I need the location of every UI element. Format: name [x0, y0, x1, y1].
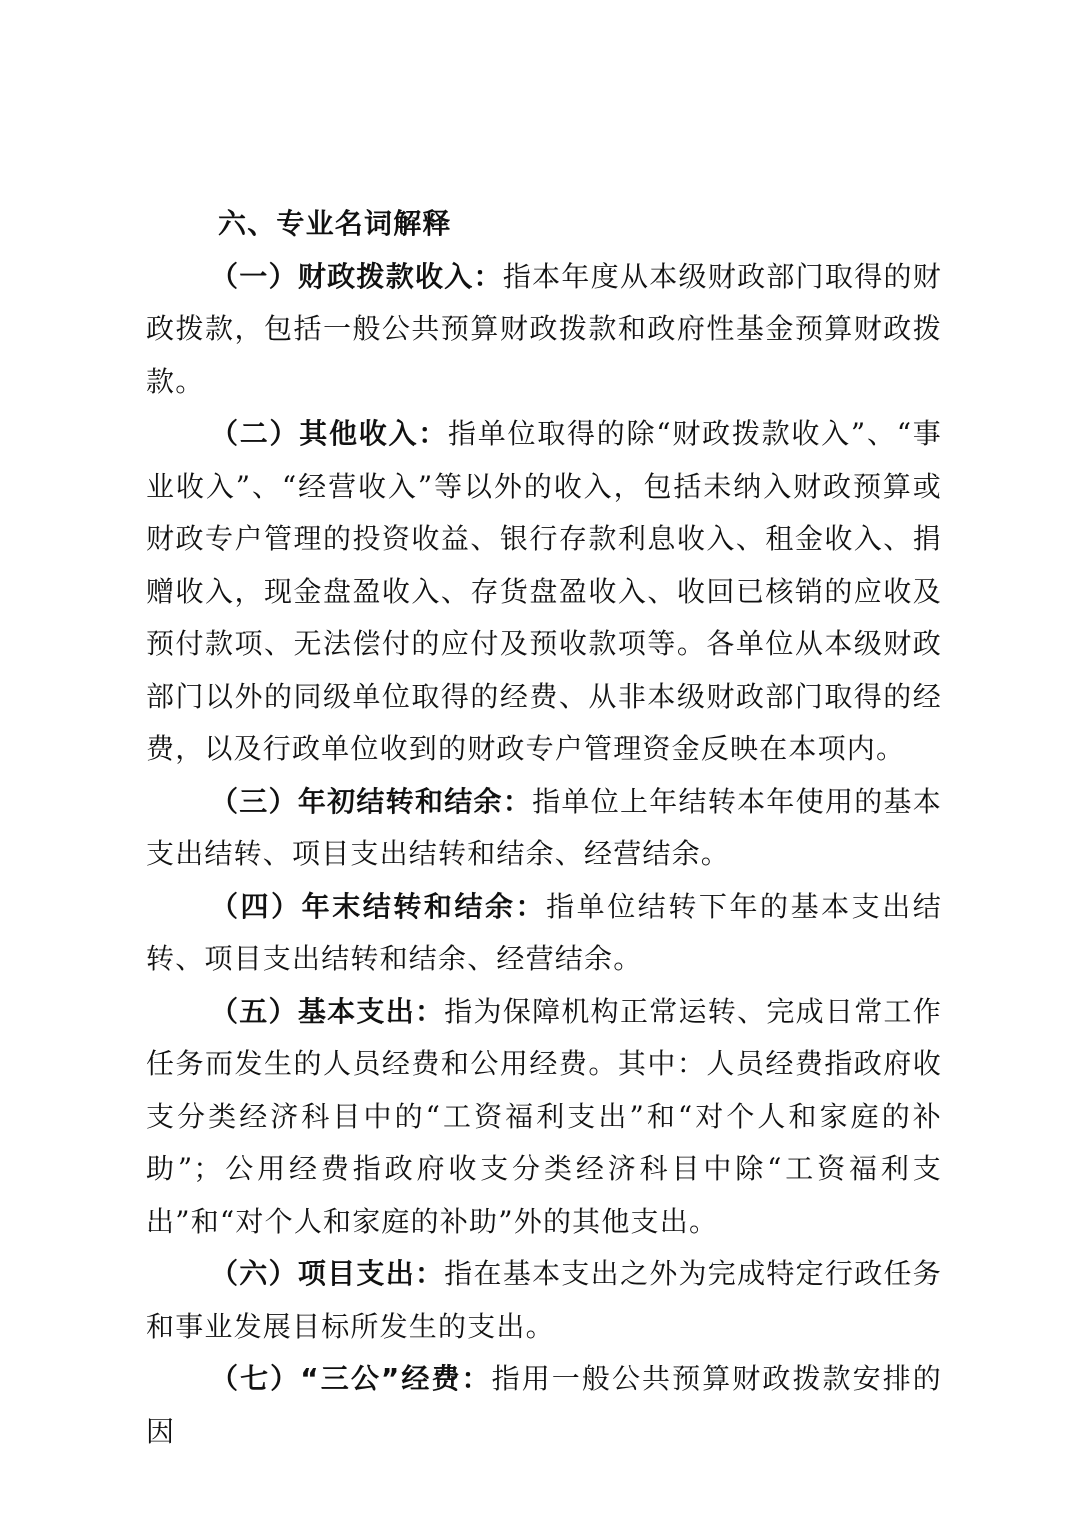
- term-definition: 指本年度从本级财政部门取得的财政拨款，包括一般公共预算财政拨款和政府性基金预算财政拨款。: [146, 259, 942, 398]
- term-label: （四）年末结转和结余：: [210, 889, 547, 923]
- term-paragraph-2: [146, 408, 942, 776]
- term-definition: 指单位取得的除“财政拨款收入”、“事业收入”、“经营收入”等以外的收入，包括未纳入财政预算或财政专户管理的投资收益、银行存款利息收入、租金收入、捐赠收入，现金盘盈收入、存货盘盈收入、收回已核销的应收及预付款项、无法偿付的应付及预收款项等。各单位从本级财政部门以外的同级单位取得的经费、从非本级财政部门取得的经费，以及行政单位收到的财政专户管理资金反映在本项内。: [146, 417, 942, 765]
- document-page: [146, 198, 942, 1458]
- term-paragraph-4: [146, 881, 942, 986]
- term-definition: 指用一般公共预算财政拨款安排的因: [146, 1362, 942, 1448]
- term-paragraph-7: [146, 1353, 942, 1458]
- term-definition: 指在基本支出之外为完成特定行政任务和事业发展目标所发生的支出。: [146, 1257, 942, 1343]
- term-paragraph-6: [146, 1248, 942, 1353]
- term-definition: 指单位上年结转本年使用的基本支出结转、项目支出结转和结余、经营结余。: [146, 784, 943, 870]
- term-label: （七）“三公”经费：: [210, 1362, 492, 1395]
- term-definition: 指单位结转下年的基本支出结转、项目支出结转和结余、经营结余。: [146, 889, 942, 975]
- term-label: （一）财政拨款收入：: [210, 259, 503, 293]
- term-paragraph-5: [146, 986, 942, 1249]
- section-heading: 六、专业名词解释: [218, 207, 452, 240]
- term-definition: 指为保障机构正常运转、完成日常工作任务而发生的人员经费和公用经费。其中：人员经费指政府收支分类经济科目中的“工资福利支出”和“对个人和家庭的补助”；公用经费指政府收支分类经济科目中除“工资福利支出”和“对个人和家庭的补助”外的其他支出。: [146, 994, 942, 1238]
- term-label: （五）基本支出：: [210, 994, 445, 1028]
- term-label: （三）年初结转和结余：: [210, 784, 533, 818]
- term-paragraph-3: [146, 776, 942, 881]
- term-paragraph-1: [146, 251, 942, 409]
- term-label: （二）其他收入：: [210, 417, 449, 450]
- term-label: （六）项目支出：: [210, 1257, 445, 1290]
